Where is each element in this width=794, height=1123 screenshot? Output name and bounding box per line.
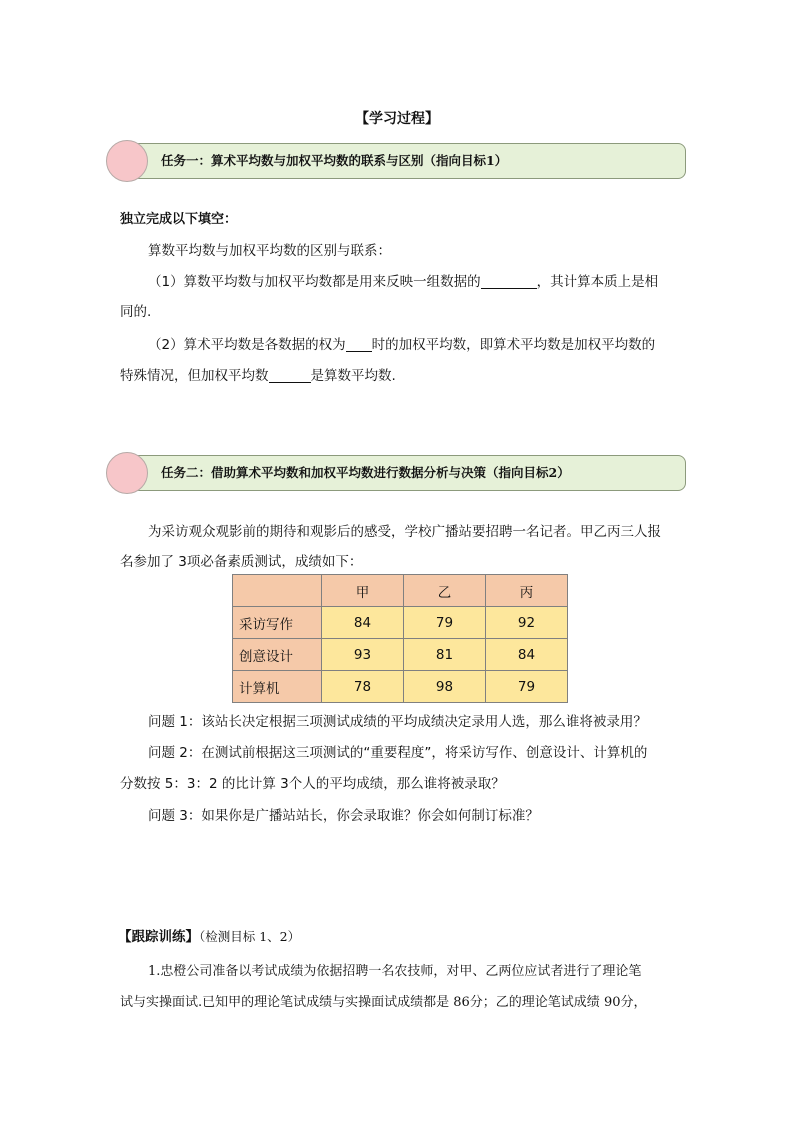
task2-title: 任务二：借助算术平均数和加权平均数进行数据分析与决策（指向目标2） [161, 465, 570, 480]
tracking-title: 【跟踪训练】 [118, 929, 199, 945]
table-cell: 84 [486, 639, 568, 671]
table-cell: 98 [404, 671, 486, 703]
q2-text-d: 是算数平均数. [310, 368, 396, 384]
table-cell: 84 [322, 607, 404, 639]
scenario-line-2: 名参加了 3项必备素质测试，成绩如下： [120, 554, 363, 570]
fill-in-q1 [148, 270, 658, 290]
fill-in-q1-cont: 同的. [120, 304, 152, 320]
tracking-line-2: 试与实操面试.已知甲的理论笔试成绩与实操面试成绩都是 86分；乙的理论笔试成绩 90分， [120, 995, 647, 1010]
tracking-subtitle: （检测目标 1、2） [199, 929, 301, 944]
q1-text-a: （1）算数平均数与加权平均数都是用来反映一组数据的 [148, 274, 481, 290]
table-header-row [233, 575, 568, 607]
scenario-line-1: 为采访观众观影前的期待和观影后的感受，学校广播站要招聘一名记者。甲乙丙三人报 [148, 524, 661, 540]
question-2-line-2: 分数按 5：3：2 的比计算 3个人的平均成绩，那么谁将被录取？ [120, 776, 505, 792]
q2-blank-2[interactable] [269, 368, 311, 383]
question-1: 问题 1：该站长决定根据三项测试成绩的平均成绩决定录用人选，那么谁将被录用？ [148, 714, 647, 730]
table-cell: 92 [486, 607, 568, 639]
q2-text-a: （2）算术平均数是各数据的权为 [148, 337, 346, 353]
section-title: 【学习过程】 [355, 111, 439, 127]
table-cell: 78 [322, 671, 404, 703]
table-row [233, 671, 568, 703]
table-header-cell: 丙 [486, 575, 568, 607]
q2-text-c: 特殊情况，但加权平均数 [120, 368, 269, 384]
row-label: 创意设计 [233, 639, 322, 671]
table-cell: 93 [322, 639, 404, 671]
scores-table [232, 574, 568, 703]
task2-bar [122, 455, 686, 491]
task1-bar [122, 143, 686, 179]
task1-circle-icon [106, 140, 148, 182]
row-label: 计算机 [233, 671, 322, 703]
table-row [233, 639, 568, 671]
table-header-cell: 甲 [322, 575, 404, 607]
q2-text-b: 时的加权平均数，即算术平均数是加权平均数的 [371, 337, 656, 353]
table-header-cell: 乙 [404, 575, 486, 607]
table-cell: 79 [486, 671, 568, 703]
tracking-line-1: 1.忠橙公司准备以考试成绩为依据招聘一名农技师，对甲、乙两位应试者进行了理论笔 [148, 964, 642, 979]
question-2-line-1: 问题 2：在测试前根据这三项测试的“重要程度”，将采访写作、创意设计、计算机的 [148, 745, 648, 761]
table-header-cell [233, 575, 322, 607]
fill-in-intro: 算数平均数与加权平均数的区别与联系： [148, 243, 391, 259]
table-row [233, 607, 568, 639]
table-cell: 81 [404, 639, 486, 671]
task1-title: 任务一：算术平均数与加权平均数的联系与区别（指向目标1） [161, 153, 508, 168]
fill-in-q2-cont [120, 364, 396, 384]
tracking-heading [118, 925, 300, 945]
row-label: 采访写作 [233, 607, 322, 639]
question-3: 问题 3：如果你是广播站站长，你会录取谁？你会如何制订标准？ [148, 808, 539, 824]
table-cell: 79 [404, 607, 486, 639]
q2-blank-1[interactable] [346, 337, 372, 352]
q1-blank[interactable] [481, 274, 537, 289]
task2-circle-icon [106, 452, 148, 494]
fill-in-q2 [148, 333, 655, 353]
q1-text-b: ，其计算本质上是相 [536, 274, 659, 290]
fill-in-heading: 独立完成以下填空： [120, 212, 238, 227]
